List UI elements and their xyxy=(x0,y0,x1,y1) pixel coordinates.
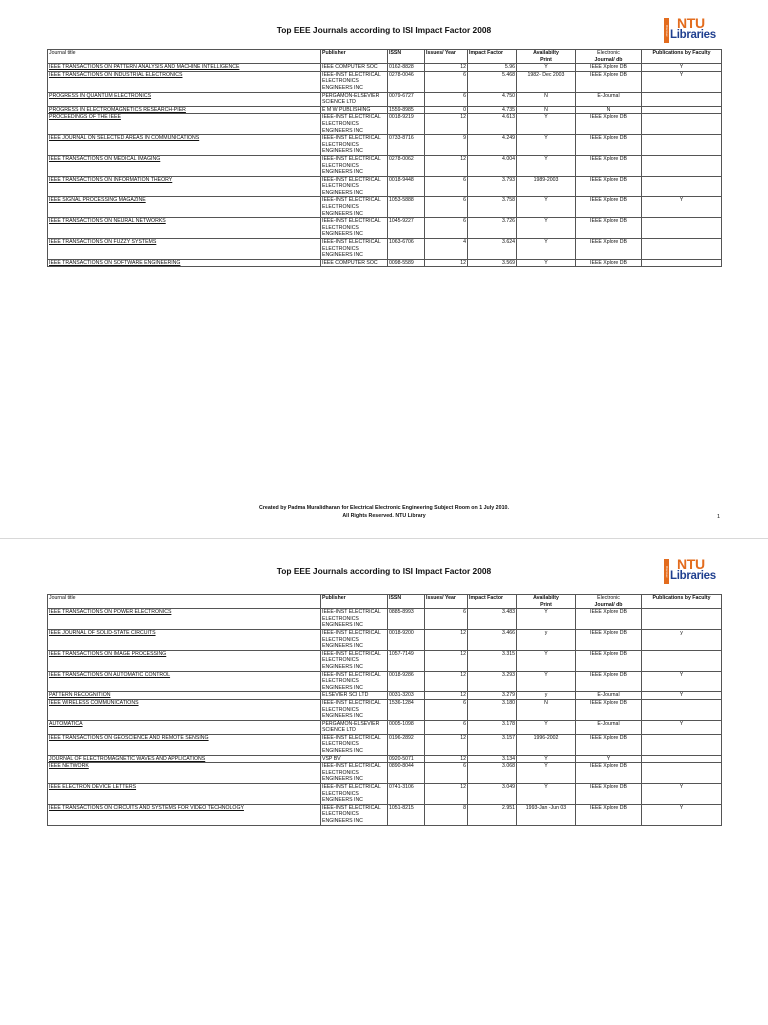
publisher-cell: VSP BV xyxy=(321,755,388,763)
journal-title-cell: IEEE TRANSACTIONS ON INDUSTRIAL ELECTRONICS xyxy=(48,71,321,92)
col-journal-title: Journal title xyxy=(48,595,321,609)
faculty-publications-cell: Y xyxy=(642,671,722,692)
impact-factor-cell: 3.049 xyxy=(468,784,517,805)
col-electronic-top: Electronic xyxy=(597,50,620,56)
impact-factor-cell: 3.279 xyxy=(468,692,517,700)
table-row xyxy=(48,629,722,650)
publisher-cell: IEEE-INST ELECTRICAL ELECTRONICS ENGINEERS INC xyxy=(321,699,388,720)
table-row xyxy=(48,176,722,197)
issues-cell: 6 xyxy=(425,197,468,218)
impact-factor-cell: 4.004 xyxy=(468,155,517,176)
table-row xyxy=(48,763,722,784)
impact-factor-cell: 3.624 xyxy=(468,239,517,260)
journals-table-2 xyxy=(47,594,722,826)
issues-cell: 12 xyxy=(425,784,468,805)
issues-cell: 6 xyxy=(425,609,468,630)
print-availability-cell: N xyxy=(517,106,576,114)
footer-line-1: Created by Padma Muralidharan for Electrical Electronic Engineering Subject Room on 1 July 2010. xyxy=(259,505,509,511)
print-availability-cell: Y xyxy=(517,64,576,72)
table-row xyxy=(48,734,722,755)
journal-title-cell: IEEE TRANSACTIONS ON AUTOMATIC CONTROL xyxy=(48,671,321,692)
journal-title-cell: PROCEEDINGS OF THE IEEE xyxy=(48,114,321,135)
journal-title-cell: IEEE TRANSACTIONS ON POWER ELECTRONICS xyxy=(48,609,321,630)
logo-side-text: Discover xyxy=(664,18,669,43)
publisher-cell: IEEE-INST ELECTRICAL ELECTRONICS ENGINEERS INC xyxy=(321,176,388,197)
publisher-cell: IEEE COMPUTER SOC xyxy=(321,259,388,267)
print-availability-cell: 1993-Jan -Jun 03 xyxy=(517,804,576,825)
faculty-publications-cell xyxy=(642,239,722,260)
publisher-cell: IEEE-INST ELECTRICAL ELECTRONICS ENGINEERS INC xyxy=(321,650,388,671)
faculty-publications-cell xyxy=(642,763,722,784)
faculty-publications-cell xyxy=(642,135,722,156)
electronic-cell: IEEE Xplore DB xyxy=(576,734,642,755)
print-availability-cell: y xyxy=(517,629,576,650)
publisher-cell: IEEE-INST ELECTRICAL ELECTRONICS ENGINEERS INC xyxy=(321,784,388,805)
issn-cell: 0018-9286 xyxy=(388,671,425,692)
electronic-cell: Y xyxy=(576,755,642,763)
col-impact-factor: Impact Factor xyxy=(468,595,517,609)
issn-cell: 0031-3203 xyxy=(388,692,425,700)
footer-line-2: All Rights Reserved. NTU Library xyxy=(342,512,426,519)
publisher-cell: IEEE-INST ELECTRICAL ELECTRONICS ENGINEERS INC xyxy=(321,734,388,755)
issn-cell: 0741-3106 xyxy=(388,784,425,805)
publisher-cell: IEEE-INST ELECTRICAL ELECTRONICS ENGINEERS INC xyxy=(321,218,388,239)
issn-cell: 0079-6727 xyxy=(388,92,425,106)
issn-cell: 0196-2892 xyxy=(388,734,425,755)
issues-cell: 6 xyxy=(425,720,468,734)
faculty-publications-cell xyxy=(642,176,722,197)
publisher-cell: IEEE-INST ELECTRICAL ELECTRONICS ENGINEERS INC xyxy=(321,71,388,92)
header-row xyxy=(48,50,722,64)
electronic-cell: E-Journal xyxy=(576,92,642,106)
journal-title-cell: IEEE WIRELESS COMMUNICATIONS xyxy=(48,699,321,720)
faculty-publications-cell: Y xyxy=(642,692,722,700)
electronic-cell: IEEE Xplore DB xyxy=(576,671,642,692)
electronic-cell: IEEE Xplore DB xyxy=(576,763,642,784)
faculty-publications-cell xyxy=(642,106,722,114)
issues-cell: 12 xyxy=(425,671,468,692)
issn-cell: 0890-8044 xyxy=(388,763,425,784)
col-print-top: Availabilty xyxy=(533,50,559,56)
impact-factor-cell: 4.735 xyxy=(468,106,517,114)
impact-factor-cell: 3.793 xyxy=(468,176,517,197)
faculty-publications-cell xyxy=(642,699,722,720)
electronic-cell: IEEE Xplore DB xyxy=(576,804,642,825)
faculty-publications-cell: Y xyxy=(642,784,722,805)
impact-factor-cell: 3.315 xyxy=(468,650,517,671)
electronic-cell: IEEE Xplore DB xyxy=(576,218,642,239)
issn-cell: 1053-5888 xyxy=(388,197,425,218)
impact-factor-cell: 3.180 xyxy=(468,699,517,720)
logo-ntu-text: NTU xyxy=(677,15,705,31)
issues-cell: 9 xyxy=(425,135,468,156)
issues-cell: 6 xyxy=(425,763,468,784)
col-print-bottom: Print xyxy=(540,601,552,608)
col-electronic-top: Electronic xyxy=(597,595,620,601)
journal-title-cell: PROGRESS IN ELECTROMAGNETICS RESEARCH-PIER xyxy=(48,106,321,114)
document-page-2 xyxy=(0,538,768,1025)
journal-title-cell: AUTOMATICA xyxy=(48,720,321,734)
table-row xyxy=(48,71,722,92)
issues-cell: 12 xyxy=(425,155,468,176)
issues-cell: 12 xyxy=(425,259,468,267)
issues-cell: 6 xyxy=(425,176,468,197)
electronic-cell: IEEE Xplore DB xyxy=(576,114,642,135)
electronic-cell: N xyxy=(576,106,642,114)
col-electronic xyxy=(576,595,642,609)
faculty-publications-cell: Y xyxy=(642,720,722,734)
publisher-cell: IEEE-INST ELECTRICAL ELECTRONICS ENGINEERS INC xyxy=(321,671,388,692)
print-availability-cell: Y xyxy=(517,671,576,692)
issues-cell: 4 xyxy=(425,239,468,260)
issn-cell: 0005-1098 xyxy=(388,720,425,734)
electronic-cell: IEEE Xplore DB xyxy=(576,71,642,92)
issn-cell: 1045-9227 xyxy=(388,218,425,239)
logo-side-text-2: Discover xyxy=(664,559,669,584)
journal-title-cell: PROGRESS IN QUANTUM ELECTRONICS xyxy=(48,92,321,106)
impact-factor-cell: 3.293 xyxy=(468,671,517,692)
col-print-top: Availabilty xyxy=(533,595,559,601)
col-faculty: Publications by Faculty xyxy=(642,595,722,609)
table-row xyxy=(48,259,722,267)
issn-cell: 0018-9219 xyxy=(388,114,425,135)
impact-factor-cell: 3.726 xyxy=(468,218,517,239)
logo-libraries-text-2: Libraries xyxy=(670,570,716,582)
print-availability-cell: Y xyxy=(517,239,576,260)
print-availability-cell: Y xyxy=(517,763,576,784)
journal-title-cell: IEEE NETWORK xyxy=(48,763,321,784)
col-electronic-bottom: Journal/ db xyxy=(594,601,623,608)
journal-title-cell: IEEE TRANSACTIONS ON CIRCUITS AND SYSTEMS FOR VIDEO TECHNOLOGY xyxy=(48,804,321,825)
publisher-cell: ELSEVIER SCI LTD xyxy=(321,692,388,700)
ntu-libraries-logo-2 xyxy=(664,556,720,586)
table-row xyxy=(48,671,722,692)
publisher-cell: IEEE-INST ELECTRICAL ELECTRONICS ENGINEERS INC xyxy=(321,155,388,176)
issues-cell: 12 xyxy=(425,734,468,755)
issn-cell: 1057-7149 xyxy=(388,650,425,671)
faculty-publications-cell xyxy=(642,734,722,755)
document-title-2: Top EEE Journals according to ISI Impact Factor 2008 xyxy=(276,566,492,576)
issues-cell: 6 xyxy=(425,218,468,239)
print-availability-cell: Y xyxy=(517,609,576,630)
issn-cell: 0018-9200 xyxy=(388,629,425,650)
print-availability-cell: Y xyxy=(517,114,576,135)
impact-factor-cell: 3.157 xyxy=(468,734,517,755)
faculty-publications-cell: y xyxy=(642,629,722,650)
print-availability-cell: 1989-2003 xyxy=(517,176,576,197)
issues-cell: 6 xyxy=(425,699,468,720)
col-electronic xyxy=(576,50,642,64)
journals-table xyxy=(47,49,722,267)
journal-title-cell: PATTERN RECOGNITION xyxy=(48,692,321,700)
publisher-cell: IEEE-INST ELECTRICAL ELECTRONICS ENGINEERS INC xyxy=(321,114,388,135)
col-print-bottom: Print xyxy=(540,56,552,63)
electronic-cell: IEEE Xplore DB xyxy=(576,259,642,267)
table-row xyxy=(48,692,722,700)
table-row xyxy=(48,650,722,671)
issn-cell: 0885-8993 xyxy=(388,609,425,630)
table-row xyxy=(48,720,722,734)
publisher-cell: IEEE-INST ELECTRICAL ELECTRONICS ENGINEERS INC xyxy=(321,197,388,218)
publisher-cell: PERGAMON-ELSEVIER SCIENCE LTD xyxy=(321,720,388,734)
impact-factor-cell: 3.068 xyxy=(468,763,517,784)
table-row xyxy=(48,106,722,114)
issn-cell: 1559-8985 xyxy=(388,106,425,114)
publisher-cell: IEEE-INST ELECTRICAL ELECTRONICS ENGINEERS INC xyxy=(321,239,388,260)
impact-factor-cell: 3.758 xyxy=(468,197,517,218)
table-row xyxy=(48,804,722,825)
journal-title-cell: IEEE TRANSACTIONS ON INFORMATION THEORY xyxy=(48,176,321,197)
electronic-cell: IEEE Xplore DB xyxy=(576,609,642,630)
issues-cell: 6 xyxy=(425,71,468,92)
impact-factor-cell: 3.178 xyxy=(468,720,517,734)
faculty-publications-cell xyxy=(642,755,722,763)
publisher-cell: IEEE-INST ELECTRICAL ELECTRONICS ENGINEERS INC xyxy=(321,763,388,784)
journal-title-cell: IEEE TRANSACTIONS ON MEDICAL IMAGING xyxy=(48,155,321,176)
electronic-cell: IEEE Xplore DB xyxy=(576,784,642,805)
electronic-cell: IEEE Xplore DB xyxy=(576,629,642,650)
header-row xyxy=(48,595,722,609)
issn-cell: 1536-1284 xyxy=(388,699,425,720)
col-publisher: Publisher xyxy=(321,50,388,64)
publisher-cell: E M W PUBLISHING xyxy=(321,106,388,114)
ntu-libraries-logo xyxy=(664,15,720,45)
col-journal-title: Journal title xyxy=(48,50,321,64)
faculty-publications-cell: Y xyxy=(642,804,722,825)
issn-cell: 0920-5071 xyxy=(388,755,425,763)
table-row xyxy=(48,609,722,630)
table-row xyxy=(48,239,722,260)
impact-factor-cell: 3.134 xyxy=(468,755,517,763)
issues-cell: 12 xyxy=(425,692,468,700)
issn-cell: 0733-8716 xyxy=(388,135,425,156)
impact-factor-cell: 4.249 xyxy=(468,135,517,156)
col-issn: ISSN xyxy=(388,595,425,609)
electronic-cell: IEEE Xplore DB xyxy=(576,176,642,197)
journal-title-cell: IEEE TRANSACTIONS ON SOFTWARE ENGINEERING xyxy=(48,259,321,267)
faculty-publications-cell xyxy=(642,650,722,671)
print-availability-cell: Y xyxy=(517,650,576,671)
col-electronic-bottom: Journal/ db xyxy=(594,56,623,63)
publisher-cell: IEEE COMPUTER SOC xyxy=(321,64,388,72)
electronic-cell: IEEE Xplore DB xyxy=(576,699,642,720)
faculty-publications-cell: Y xyxy=(642,71,722,92)
print-availability-cell: Y xyxy=(517,720,576,734)
journal-title-cell: IEEE TRANSACTIONS ON IMAGE PROCESSING xyxy=(48,650,321,671)
col-faculty: Publications by Faculty xyxy=(642,50,722,64)
col-issn: ISSN xyxy=(388,50,425,64)
impact-factor-cell: 3.483 xyxy=(468,609,517,630)
issues-cell: 12 xyxy=(425,114,468,135)
journal-title-cell: JOURNAL OF ELECTROMAGNETIC WAVES AND APPLICATIONS xyxy=(48,755,321,763)
issn-cell: 0162-8828 xyxy=(388,64,425,72)
page-number: 1 xyxy=(717,514,721,520)
print-availability-cell: Y xyxy=(517,755,576,763)
table-row xyxy=(48,114,722,135)
col-publisher: Publisher xyxy=(321,595,388,609)
electronic-cell: E-Journal xyxy=(576,720,642,734)
table-row xyxy=(48,218,722,239)
print-availability-cell: N xyxy=(517,699,576,720)
journal-title-cell: IEEE TRANSACTIONS ON PATTERN ANALYSIS AND MACHINE INTELLIGENCE xyxy=(48,64,321,72)
electronic-cell: E-Journal xyxy=(576,692,642,700)
print-availability-cell: Y xyxy=(517,135,576,156)
journal-title-cell: IEEE ELECTRON DEVICE LETTERS xyxy=(48,784,321,805)
col-issues: Issues/ Year xyxy=(425,50,468,64)
table-row xyxy=(48,197,722,218)
table-row xyxy=(48,92,722,106)
issues-cell: 12 xyxy=(425,650,468,671)
electronic-cell: IEEE Xplore DB xyxy=(576,155,642,176)
logo-ntu-text-2: NTU xyxy=(677,556,705,572)
col-issues: Issues/ Year xyxy=(425,595,468,609)
faculty-publications-cell xyxy=(642,155,722,176)
table-row xyxy=(48,784,722,805)
faculty-publications-cell: Y xyxy=(642,197,722,218)
publisher-cell: PERGAMON-ELSEVIER SCIENCE LTD xyxy=(321,92,388,106)
table-row xyxy=(48,755,722,763)
issn-cell: 0278-0046 xyxy=(388,71,425,92)
col-print xyxy=(517,50,576,64)
faculty-publications-cell xyxy=(642,114,722,135)
publisher-cell: IEEE-INST ELECTRICAL ELECTRONICS ENGINEERS INC xyxy=(321,609,388,630)
print-availability-cell: Y xyxy=(517,155,576,176)
issues-cell: 8 xyxy=(425,804,468,825)
col-print xyxy=(517,595,576,609)
issn-cell: 1051-8215 xyxy=(388,804,425,825)
electronic-cell: IEEE Xplore DB xyxy=(576,135,642,156)
print-availability-cell: Y xyxy=(517,197,576,218)
journal-title-cell: IEEE SIGNAL PROCESSING MAGAZINE xyxy=(48,197,321,218)
issues-cell: 12 xyxy=(425,629,468,650)
journal-title-cell: IEEE JOURNAL OF SOLID-STATE CIRCUITS xyxy=(48,629,321,650)
print-availability-cell: y xyxy=(517,692,576,700)
journal-title-cell: IEEE JOURNAL ON SELECTED AREAS IN COMMUNICATIONS xyxy=(48,135,321,156)
table-row xyxy=(48,135,722,156)
impact-factor-cell: 2.951 xyxy=(468,804,517,825)
journal-title-cell: IEEE TRANSACTIONS ON FUZZY SYSTEMS xyxy=(48,239,321,260)
publisher-cell: IEEE-INST ELECTRICAL ELECTRONICS ENGINEERS INC xyxy=(321,804,388,825)
impact-factor-cell: 4.750 xyxy=(468,92,517,106)
impact-factor-cell: 3.466 xyxy=(468,629,517,650)
electronic-cell: IEEE Xplore DB xyxy=(576,64,642,72)
print-availability-cell: Y xyxy=(517,259,576,267)
faculty-publications-cell xyxy=(642,259,722,267)
faculty-publications-cell xyxy=(642,92,722,106)
issn-cell: 1063-6706 xyxy=(388,239,425,260)
table-row xyxy=(48,155,722,176)
page-footer xyxy=(0,505,768,520)
impact-factor-cell: 5.96 xyxy=(468,64,517,72)
issn-cell: 0018-9448 xyxy=(388,176,425,197)
issues-cell: 6 xyxy=(425,92,468,106)
table-row xyxy=(48,64,722,72)
impact-factor-cell: 5.468 xyxy=(468,71,517,92)
print-availability-cell: 1996-2002 xyxy=(517,734,576,755)
electronic-cell: IEEE Xplore DB xyxy=(576,239,642,260)
impact-factor-cell: 4.613 xyxy=(468,114,517,135)
impact-factor-cell: 3.569 xyxy=(468,259,517,267)
journal-title-cell: IEEE TRANSACTIONS ON GEOSCIENCE AND REMOTE SENSING xyxy=(48,734,321,755)
print-availability-cell: Y xyxy=(517,218,576,239)
publisher-cell: IEEE-INST ELECTRICAL ELECTRONICS ENGINEERS INC xyxy=(321,629,388,650)
issues-cell: 12 xyxy=(425,755,468,763)
journal-title-cell: IEEE TRANSACTIONS ON NEURAL NETWORKS xyxy=(48,218,321,239)
col-impact-factor: Impact Factor xyxy=(468,50,517,64)
issn-cell: 0278-0062 xyxy=(388,155,425,176)
print-availability-cell: 1982- Dec 2003 xyxy=(517,71,576,92)
faculty-publications-cell xyxy=(642,609,722,630)
issues-cell: 12 xyxy=(425,64,468,72)
document-title: Top EEE Journals according to ISI Impact Factor 2008 xyxy=(276,25,492,35)
logo-libraries-text: Libraries xyxy=(670,29,716,41)
electronic-cell: IEEE Xplore DB xyxy=(576,197,642,218)
faculty-publications-cell: Y xyxy=(642,64,722,72)
print-availability-cell: Y xyxy=(517,784,576,805)
table-row xyxy=(48,699,722,720)
publisher-cell: IEEE-INST ELECTRICAL ELECTRONICS ENGINEERS INC xyxy=(321,135,388,156)
issn-cell: 0098-5589 xyxy=(388,259,425,267)
electronic-cell: IEEE Xplore DB xyxy=(576,650,642,671)
faculty-publications-cell xyxy=(642,218,722,239)
issues-cell: 0 xyxy=(425,106,468,114)
print-availability-cell: N xyxy=(517,92,576,106)
